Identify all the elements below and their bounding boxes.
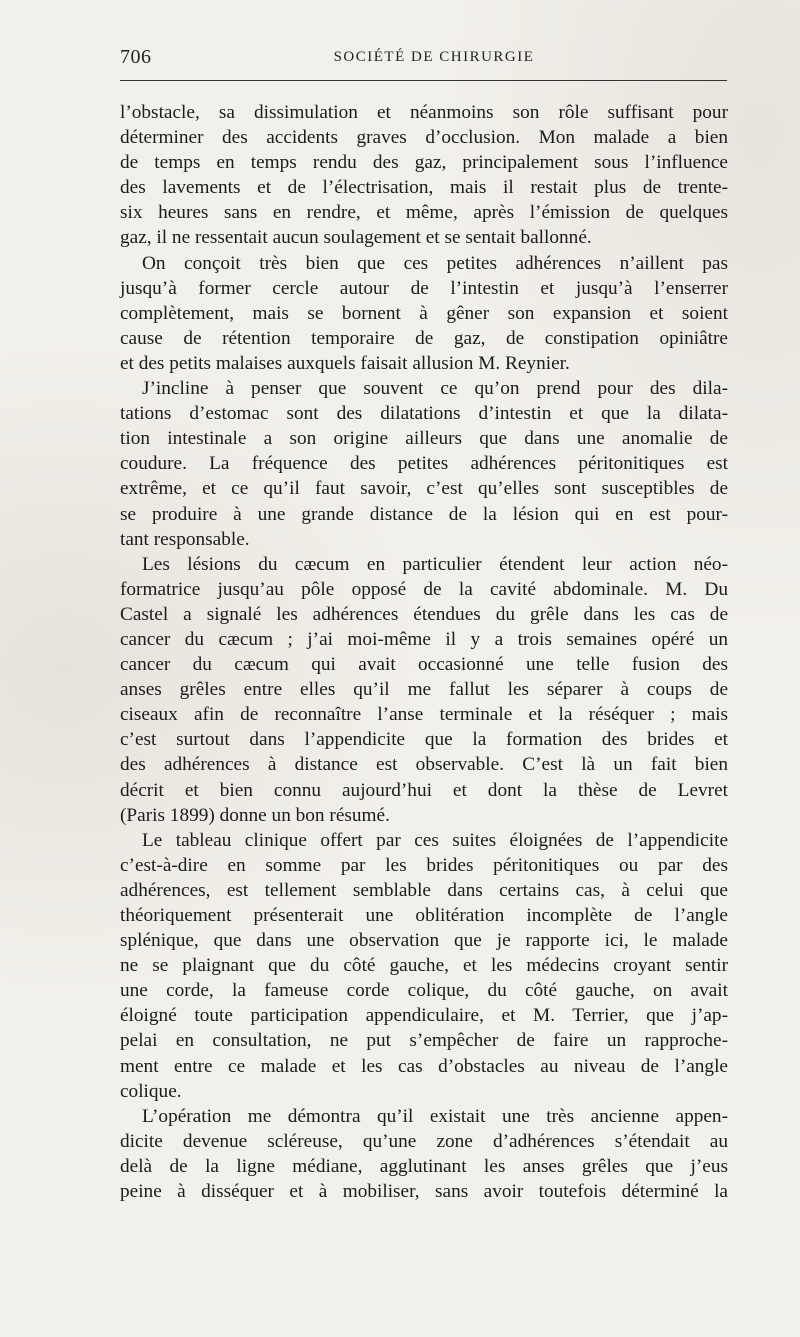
text-line: ne se plaignant que du côté gauche, et les médecins croyant sentir [120, 955, 728, 977]
text-line: se produire à une grande distance de la lésion qui en est pour- [120, 503, 728, 525]
text-line: delà de la ligne médiane, agglutinant les anses grêles que j’eus [120, 1155, 728, 1177]
paragraph [120, 100, 728, 251]
text-line: cause de rétention temporaire de gaz, de constipation opiniâtre [120, 327, 728, 349]
text-line: éloigné toute participation appendiculaire, et M. Terrier, que j’ap- [120, 1005, 728, 1027]
text-line: l’obstacle, sa dissimulation et néanmoins son rôle suffisant pour [120, 102, 728, 123]
text-line: (Paris 1899) donne un bon résumé. [120, 804, 390, 826]
text-line: peine à disséquer et à mobiliser, sans avoir toutefois déterminé la [120, 1181, 728, 1203]
text-line: extrême, et ce qu’il faut savoir, c’est qu’elles sont susceptibles de [120, 478, 728, 500]
paragraph [120, 828, 728, 1104]
text-line: dicite devenue scléreuse, qu’une zone d’adhérences s’étendait au [120, 1130, 728, 1152]
paragraph [120, 376, 728, 552]
text-line: coudure. La fréquence des petites adhérences péritonitiques est [120, 453, 728, 475]
text-line: anses grêles entre elles qu’il me fallut les séparer à coups de [120, 679, 728, 701]
text-line: jusqu’à former cercle autour de l’intestin et jusqu’à l’enserrer [120, 277, 728, 299]
text-line: ciseaux afin de reconnaître l’anse terminale et la réséquer ; mais [120, 704, 728, 726]
text-line: gaz, il ne ressentait aucun soulagement et se sentait ballonné. [120, 227, 592, 249]
text-line: tations d’estomac sont des dilatations d’intestin et que la dilata- [120, 403, 728, 425]
running-head: SOCIÉTÉ DE CHIRURGIE [333, 49, 535, 65]
text-line: adhérences, est tellement semblable dans certains cas, à celui que [120, 879, 728, 901]
text-line: Les lésions du cæcum en particulier étendent leur action néo- [142, 553, 728, 575]
text-line: L’opération me démontra qu’il existait une très ancienne appen- [142, 1105, 728, 1127]
text-line: Le tableau clinique offert par ces suites éloignées de l’appendicite [142, 829, 728, 851]
text-line: et des petits malaises auxquels faisait allusion M. Reynier. [120, 352, 570, 374]
paragraph [120, 251, 728, 376]
page-number: 706 [120, 46, 152, 68]
text-line: J’incline à penser que souvent ce qu’on prend pour des dila- [142, 378, 728, 400]
text-line: On conçoit très bien que ces petites adhérences n’aillent pas [142, 252, 728, 274]
text-line: cancer du cæcum qui avait occasionné une telle fusion des [120, 654, 728, 676]
body-text [120, 100, 728, 1204]
text-line: Castel a signalé les adhérences étendues du grêle dans les cas de [120, 603, 728, 625]
text-line: tant responsable. [120, 528, 250, 550]
paragraph [120, 1104, 728, 1204]
text-line: c’est surtout dans l’appendicite que la formation des brides et [120, 729, 728, 751]
text-line: ment entre ce malade et les cas d’obstacles au niveau de l’angle [120, 1055, 728, 1077]
page-header [120, 46, 728, 74]
text-line: des adhérences à distance est observable. C’est là un fait bien [120, 754, 728, 776]
text-line: splénique, que dans une observation que je rapporte ici, le malade [120, 930, 728, 952]
text-line: une corde, la fameuse corde colique, du côté gauche, on avait [120, 980, 728, 1002]
text-line: cancer du cæcum ; j’ai moi-même il y a trois semaines opéré un [120, 628, 728, 650]
text-line: complètement, mais se bornent à gêner son expansion et soient [120, 302, 728, 324]
text-line: des lavements et de l’électrisation, mais il restait plus de trente- [120, 177, 728, 199]
text-line: pelai en consultation, ne put s’empêcher de faire un rapproche- [120, 1030, 728, 1052]
text-line: six heures sans en rendre, et même, après l’émission de quelques [120, 202, 728, 224]
header-rule [120, 80, 727, 81]
text-line: de temps en temps rendu des gaz, principalement sous l’influence [120, 152, 728, 174]
text-line: c’est-à-dire en somme par les brides péritonitiques ou par des [120, 854, 728, 876]
text-line: formatrice jusqu’au pôle opposé de la cavité abdominale. M. Du [120, 578, 728, 600]
text-line: théoriquement présenterait une oblitération incomplète de l’angle [120, 905, 728, 926]
text-line: colique. [120, 1080, 182, 1102]
text-line: déterminer des accidents graves d’occlusion. Mon malade a bien [120, 127, 728, 149]
text-line: décrit et bien connu aujourd’hui et dont la thèse de Levret [120, 779, 728, 801]
text-line: tion intestinale a son origine ailleurs que dans une anomalie de [120, 428, 728, 450]
paragraph [120, 552, 728, 828]
